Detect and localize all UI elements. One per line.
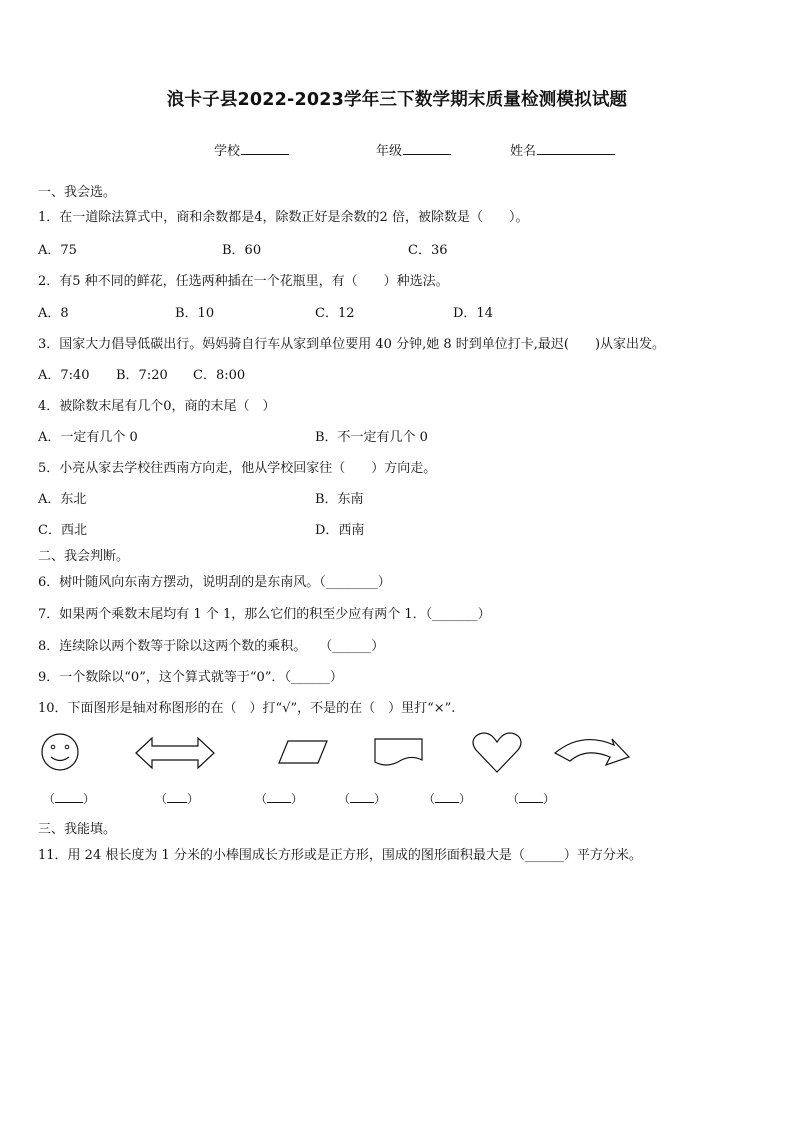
school-blank[interactable] — [241, 141, 289, 155]
q3-option-a: A．7:40 — [38, 368, 90, 383]
section-heading-1: 一、我会选。 — [38, 185, 117, 200]
section-heading-2: 二、我会判断。 — [38, 549, 130, 564]
name-blank[interactable] — [537, 141, 615, 155]
question-10: 10．下面图形是轴对称图形的在（ ）打“√”，不是的在（ ）里打“×”. — [38, 701, 456, 716]
q1-option-b: B．60 — [222, 243, 262, 258]
name-field — [510, 140, 615, 159]
q1-option-a: A．75 — [38, 243, 77, 258]
q4-option-a: A．一定有几个 0 — [38, 430, 138, 445]
answer-blank-smiley[interactable]: （ ） — [43, 792, 96, 806]
q2-option-c: C．12 — [315, 306, 355, 321]
question-7: 7．如果两个乘数末尾均有 1 个 1，那么它们的积至少应有两个 1．（_______） — [38, 607, 491, 622]
q1-option-c: C．36 — [408, 243, 448, 258]
q5-option-b: B．东南 — [315, 492, 364, 507]
school-label: 学校 — [214, 144, 241, 159]
section-heading-3: 三、我能填。 — [38, 822, 117, 837]
q5-option-a: A．东北 — [38, 492, 87, 507]
question-4: 4．被除数末尾有几个0，商的末尾（ ） — [38, 399, 276, 414]
question-6: 6．树叶随风向东南方摆动，说明刮的是东南风。（________） — [38, 575, 391, 590]
q3-option-b: B．7:20 — [116, 368, 168, 383]
answer-blank-parallelogram[interactable]: （ ） — [255, 792, 304, 806]
answer-blank-heart[interactable]: （ ） — [423, 792, 472, 806]
question-11: 11．用 24 根长度为 1 分米的小棒围成长方形或是正方形，围成的图形面积最大是（______）平方分米。 — [38, 848, 642, 863]
answer-blank-curved-arrow[interactable]: （ ） — [507, 792, 556, 806]
page-title: 浪卡子县2022-2023学年三下数学期末质量检测模拟试题 — [166, 90, 628, 110]
heart-icon — [470, 731, 524, 775]
q3-option-c: C．8:00 — [193, 368, 246, 383]
q5-option-d: D．西南 — [315, 523, 365, 538]
grade-label: 年级 — [376, 144, 403, 159]
parallelogram-icon — [276, 738, 330, 766]
question-3: 3．国家大力倡导低碳出行。妈妈骑自行车从家到单位要用 40 分钟,她 8 时到单位打卡,最迟( )从家出发。 — [38, 337, 666, 352]
answer-blank-double-arrow[interactable]: （ ） — [155, 792, 200, 806]
q2-option-a: A．8 — [38, 306, 69, 321]
flag-icon — [372, 736, 426, 768]
question-2: 2．有5 种不同的鲜花，任选两种插在一个花瓶里，有（ ）种选法。 — [38, 274, 449, 289]
question-1: 1．在一道除法算式中，商和余数都是4，除数正好是余数的2 倍，被除数是（ ）。 — [38, 210, 529, 225]
curved-arrow-icon — [552, 731, 632, 771]
name-label: 姓名 — [510, 144, 537, 159]
smiley-face-icon — [40, 733, 84, 773]
double-arrow-icon — [134, 735, 216, 771]
school-field — [214, 140, 289, 159]
q2-option-b: B．10 — [175, 306, 215, 321]
question-8: 8．连续除以两个数等于除以这两个数的乘积。 （______） — [38, 639, 385, 654]
answer-blank-flag[interactable]: （ ） — [338, 792, 387, 806]
q5-option-c: C．西北 — [38, 523, 87, 538]
question-9: 9．一个数除以“0”，这个算式就等于“0”．（______） — [38, 670, 343, 685]
grade-field — [376, 140, 451, 159]
q2-option-d: D．14 — [453, 306, 493, 321]
grade-blank[interactable] — [403, 141, 451, 155]
q4-option-b: B．不一定有几个 0 — [315, 430, 428, 445]
question-5: 5．小亮从家去学校往西南方向走，他从学校回家往（ ）方向走。 — [38, 461, 437, 476]
